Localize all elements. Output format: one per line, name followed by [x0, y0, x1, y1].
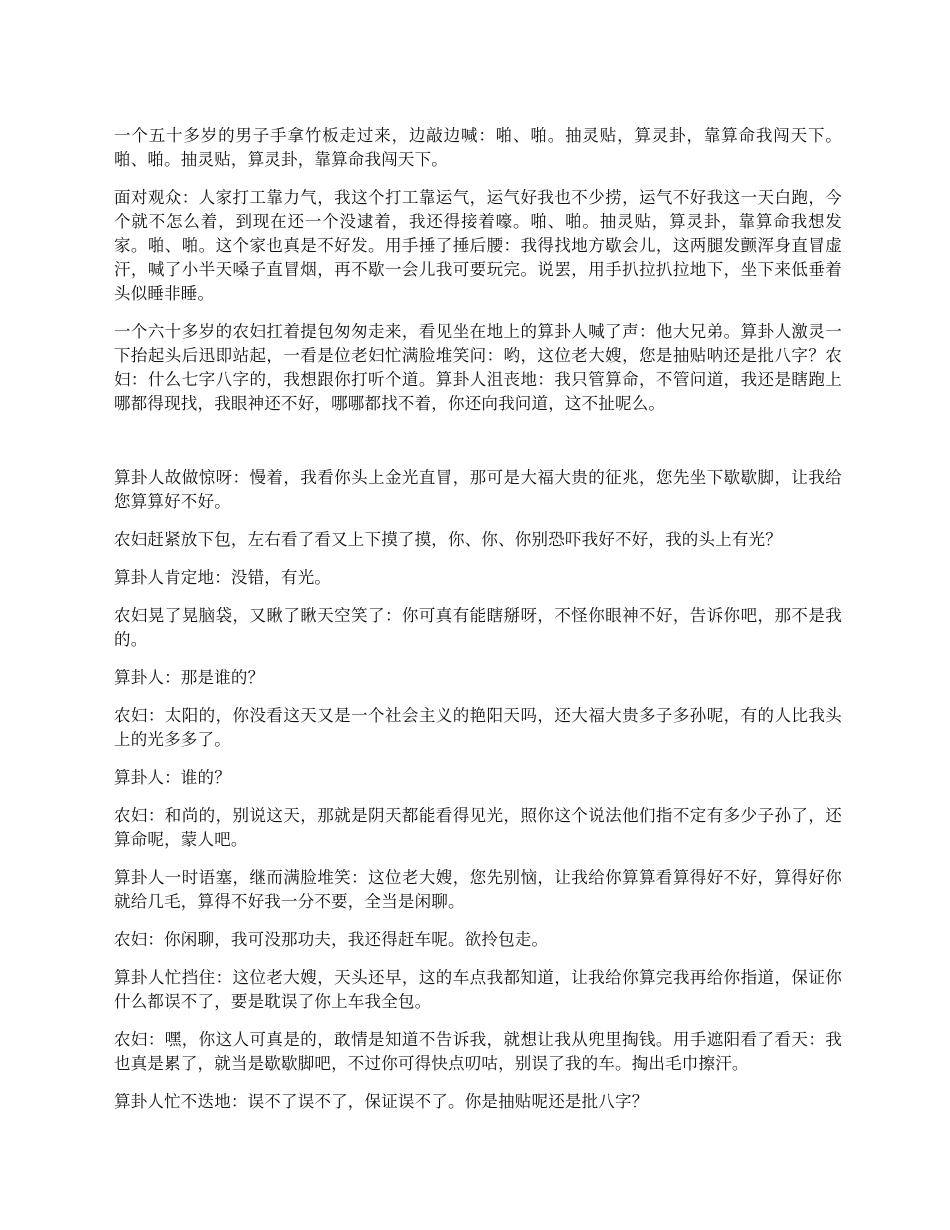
paragraph: 一个六十多岁的农妇扛着提包匆匆走来，看见坐在地上的算卦人喊了声：他大兄弟。算卦人激灵一下抬起头后迅即站起，一看是位老妇忙满脸堆笑问：哟，这位老大嫂，您是抽贴呐还是批八字？农妇：什么七字八字的，我想跟你打听个道。算卦人沮丧地：我只管算命，不管问道，我还是瞎跑上哪都得现找，我眼神还不好，哪哪都找不着，你还向我问道，这不扯呢么。 [114, 322, 842, 413]
paragraph: 面对观众：人家打工靠力气，我这个打工靠运气，运气好我也不少捞，运气不好我这一天白跑，今个就不怎么着，到现在还一个没逮着，我还得接着嚎。啪、啪。抽灵贴，算灵卦，靠算命我想发家。啪、啪。这个家也真是不好发。用手捶了捶后腰：我得找地方歇会儿，这两腿发颤浑身直冒虚汗，喊了小半天嗓子直冒烟，再不歇一会儿我可要玩完。说罢，用手扒拉扒拉地下，坐下来低垂着头似睡非睡。 [114, 188, 842, 303]
paragraph: 算卦人肯定地：没错，有光。 [114, 568, 332, 587]
paragraph: 农妇：嘿，你这人可真是的，敢情是知道不告诉我，就想让我从兜里掏钱。用手遮阳看了看天：我也真是累了，就当是歇歇脚吧，不过你可得快点叨咕，别误了我的车。掏出毛巾擦汗。 [114, 1030, 842, 1073]
paragraph: 算卦人：那是谁的？ [114, 668, 265, 687]
paragraph: 农妇：你闲聊，我可没那功夫，我还得赶车呢。欲拎包走。 [114, 930, 549, 949]
paragraph: 农妇赶紧放下包，左右看了看又上下摸了摸，你、你、你别恐吓我好不好，我的头上有光？ [114, 530, 782, 549]
paragraph: 算卦人：谁的？ [114, 768, 231, 787]
paragraph: 算卦人忙不迭地：误不了误不了，保证误不了。你是抽贴呢还是批八字？ [114, 1092, 649, 1111]
document-body [114, 124, 842, 1128]
paragraph: 农妇：太阳的，你没看这天又是一个社会主义的艳阳天吗，还大福大贵多子多孙呢，有的人比我头上的光多多了。 [114, 706, 842, 749]
paragraph: 农妇晃了晃脑袋，又瞅了瞅天空笑了：你可真有能瞎掰呀，不怪你眼神不好，告诉你吧，那不是我的。 [114, 606, 842, 649]
paragraph: 算卦人一时语塞，继而满脸堆笑：这位老大嫂，您先别恼，让我给你算算看算得好不好，算得好你就给几毛，算得不好我一分不要，全当是闲聊。 [114, 868, 842, 911]
paragraph: 算卦人故做惊呀：慢着，我看你头上金光直冒，那可是大福大贵的征兆，您先坐下歇歇脚，让我给您算算好不好。 [114, 468, 842, 511]
paragraph: 一个五十多岁的男子手拿竹板走过来，边敲边喊：啪、啪。抽灵贴，算灵卦，靠算命我闯天下。啪、啪。抽灵贴，算灵卦，靠算命我闯天下。 [114, 126, 842, 169]
paragraph: 农妇：和尚的，别说这天，那就是阴天都能看得见光，照你这个说法他们指不定有多少子孙了，还算命呢，蒙人吧。 [114, 806, 842, 849]
paragraph: 算卦人忙挡住：这位老大嫂，天头还早，这的车点我都知道，让我给你算完我再给你指道，保证你什么都误不了，要是耽误了你上车我全包。 [114, 968, 842, 1011]
section-gap [114, 430, 842, 466]
